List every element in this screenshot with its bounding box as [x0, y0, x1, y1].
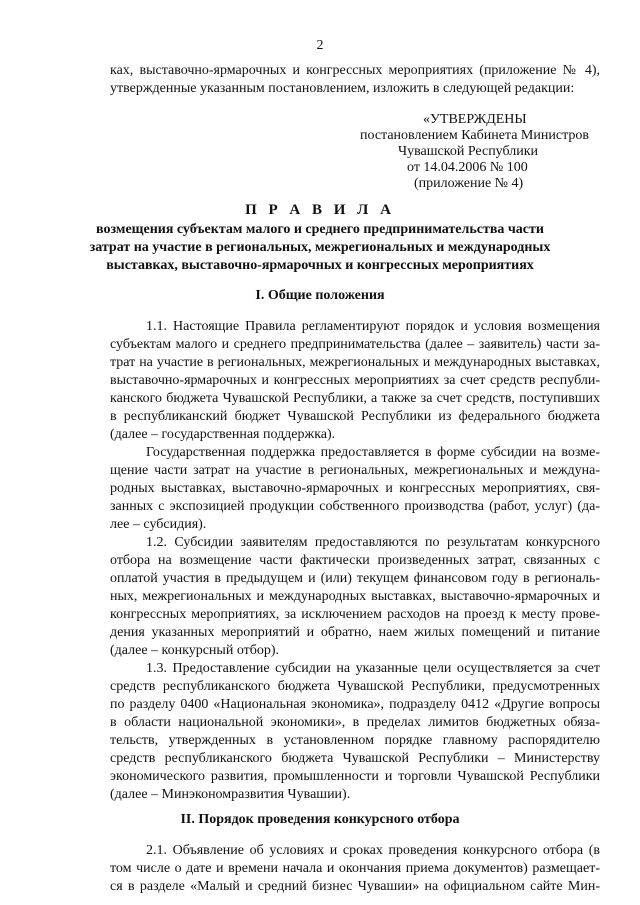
body-line: 1.3. Предоставление субсидии на указанные цели осуществляется за счет: [146, 661, 600, 676]
document-subtitle: затрат на участие в региональных, межрегиональных и международных: [89, 240, 551, 255]
body-line: конгрессных мероприятиях, за исключением расходов на проезд к месту прове-: [110, 607, 600, 622]
body-line: трат на участие в региональных, межрегиональных и международных выставках,: [110, 355, 600, 370]
body-line: канского бюджета Чувашской Республики, а также за счет средств, поступивших: [110, 391, 600, 406]
body-line: отбора на возмещение части фактически произведенных затрат, связанных с: [110, 553, 600, 568]
body-line: (далее – государственная поддержка).: [110, 427, 336, 442]
body-line: Государственная поддержка предоставляется в форме субсидии на возме-: [146, 445, 600, 460]
page-number: 2: [316, 38, 324, 53]
body-line: дения указанных мероприятий и обратно, наем жилых помещений и питание: [110, 625, 600, 640]
body-line: лее – субсидия).: [110, 517, 207, 532]
body-line: 2.1. Объявление об условиях и сроках проведения конкурсного отбора (в: [146, 843, 600, 858]
body-line: выставочно-ярмарочных и конгрессных мероприятиях за счет средств республи-: [110, 373, 600, 388]
approval-stamp-line: (приложение № 4): [414, 176, 524, 191]
approval-stamp-line: от 14.04.2006 № 100: [407, 160, 528, 175]
body-line: средств республиканского бюджета Чувашской Республики – Министерству: [110, 751, 600, 766]
body-line: ся в разделе «Малый и средний бизнес Чувашии» на официальном сайте Мин-: [110, 879, 600, 894]
body-line: ных, межрегиональных и международных выставках, выставочно-ярмарочных и: [110, 589, 600, 604]
section-heading: I. Общие положения: [255, 288, 385, 303]
approval-stamp-line: «УТВЕРЖДЕНЫ: [423, 112, 527, 127]
approval-stamp-line: Чувашской Республики: [398, 144, 539, 159]
body-line: средств республиканского бюджета Чувашской Республики, предусмотренных: [110, 679, 600, 694]
intro-line: ках, выставочно-ярмарочных и конгрессных мероприятиях (приложение № 4),: [110, 63, 600, 78]
body-line: том числе о дате и времени начала и окончания приема документов) размещает-: [110, 861, 600, 876]
document-title: П Р А В И Л А: [245, 202, 395, 218]
body-line: 1.1. Настоящие Правила регламентируют порядок и условия возмещения: [146, 319, 600, 334]
body-line: оплатой участия в предыдущем и (или) текущем финансовом году в региональ-: [110, 571, 600, 586]
approval-stamp-line: постановлением Кабинета Министров: [360, 128, 589, 143]
body-line: в республиканский бюджет Чувашской Республики из федерального бюджета: [110, 409, 600, 424]
body-line: (далее – Минэкономразвития Чувашии).: [110, 787, 351, 802]
body-line: (далее – конкурсный отбор).: [110, 643, 280, 658]
body-line: щение части затрат на участие в региональных, межрегиональных и междуна-: [110, 463, 600, 478]
document-subtitle: возмещения субъектам малого и среднего предпринимательства части: [96, 222, 544, 237]
body-line: тельств, утвержденных в установленном порядке главному распорядителю: [110, 733, 600, 748]
body-line: субъектам малого и среднего предпринимательства (далее – заявитель) части за-: [110, 337, 600, 352]
body-line: экономического развития, промышленности и торговли Чувашской Республики: [110, 769, 600, 784]
intro-line: утвержденные указанным постановлением, изложить в следующей редакции:: [110, 81, 575, 96]
body-line: родных выставках, выставочно-ярмарочных и конгрессных мероприятиях, свя-: [110, 481, 600, 496]
document-subtitle: выставках, выставочно-ярмарочных и конгрессных мероприятиях: [106, 258, 534, 273]
body-line: 1.2. Субсидии заявителям предоставляются по результатам конкурсного: [146, 535, 600, 550]
body-line: по разделу 0400 «Национальная экономика», подразделу 0412 «Другие вопросы: [110, 697, 600, 712]
body-line: в области национальной экономики», в пределах лимитов бюджетных обяза-: [110, 715, 600, 730]
body-line: занных с экспозицией продукции собственного производства (работ, услуг) (да-: [110, 499, 600, 514]
section-heading: II. Порядок проведения конкурсного отбора: [180, 812, 460, 827]
